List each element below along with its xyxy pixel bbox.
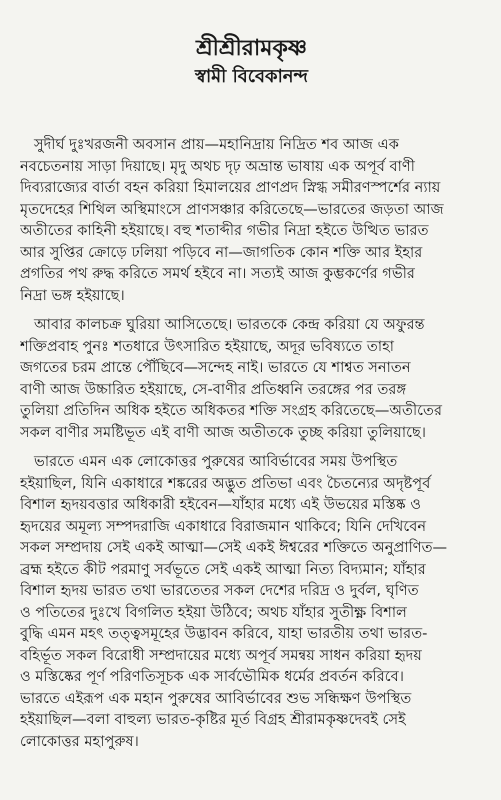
text-line: সকল সম্প্রদায় সেই একই আত্মা—সেই একই ঈশ্বরের শক্তিতে অনুপ্রাণিত— (20, 539, 448, 556)
text-line: জগতের চরম প্রান্তে পৌঁছিবে—সন্দেহ নাই। ভারতে যে শাশ্বত সনাতন (20, 359, 411, 376)
text-line: দিব্যরাজ্যের বার্তা বহন করিয়া হিমালয়ের প্রাণপ্রদ স্নিগ্ধ সমীরণস্পর্শের ন্যায় (20, 179, 441, 196)
text-line: নবচেতনায় সাড়া দিয়াছে। মৃদু অথচ দৃঢ় অভ্রান্ত ভাষায় এক অপূর্ব বাণী (20, 157, 415, 175)
text-line: বাণী আজ উচ্চারিত হইয়াছে, সে-বাণীর প্রতিধ্বনি তরঙ্গের পর তরঙ্গ (20, 380, 407, 398)
text-line: ব্রহ্ম হইতে কীট পরমাণু সর্বভূতে সেই একই আত্মা নিত্য বিদ্যমান; যাঁহার (20, 560, 426, 578)
text-line: নিদ্রা ভঙ্গ হইয়াছে। (20, 286, 125, 304)
paragraph (20, 134, 483, 306)
text-line: আর সুপ্তির ক্রোড়ে ঢলিয়া পড়িবে না—জাগতিক কোন শক্তি আর ইহার (20, 243, 423, 261)
text-line: ও মস্তিষ্কের পূর্ণ পরিণতিসূচক এক সার্বভৌমিক ধর্মের প্রবর্তন করিবে। (20, 668, 404, 685)
text-line: মৃতদেহের শিথিল অস্থিমাংসে প্রাণসঞ্চার করিতেছে—ভারতের জড়তা আজ (20, 200, 444, 218)
text-line: আবার কালচক্র ঘুরিয়া আসিতেছে। ভারতকে কেন্দ্র করিয়া যে অফুরন্ত (34, 316, 425, 333)
text-line: সকল বাণীর সমষ্টিভূত এই বাণী আজ অতীতকে তুচ্ছ করিয়া তুলিয়াছে। (20, 423, 427, 441)
text-line: সুদীর্ঘ দুঃখরজনী অবসান প্রায়—মহানিদ্রায় নিদ্রিত শব আজ এক (34, 136, 399, 153)
text-line: বিশাল হৃদয় ভারত তথা ভারতেতর সকল দেশের দরিদ্র ও দুর্বল, ঘৃণিত (20, 582, 419, 599)
text-line: হইয়াছিল, যিনি একাধারে শঙ্করের অদ্ভুত প্রতিভা এবং চৈতন্যের অদৃষ্টপূর্ব (20, 474, 431, 492)
page-title: শ্রীশ্রীরামকৃষ্ণ (196, 35, 307, 61)
text-line: শক্তিপ্রবাহ পুনঃ শতধারে উৎসারিত হইয়াছে, অদূর ভবিষ্যতে তাহা (20, 337, 394, 355)
paragraph (20, 314, 483, 443)
document-body (20, 134, 483, 752)
text-line: হৃদয়ের অমূল্য সম্পদরাজি একাধারে বিরাজমান থাকিবে; যিনি দেখিবেন (20, 517, 427, 535)
text-line: তুলিয়া প্রতিদিন অধিক হইতে অধিকতর শক্তি সংগ্রহ করিতেছে—অতীতের (20, 402, 442, 419)
text-line: ভারতে এমন এক লোকোত্তর পুরুষের আবির্ভাবের সময় উপস্থিত (34, 453, 398, 470)
author-name: স্বামী বিবেকানন্দ (194, 66, 308, 87)
text-line: বুদ্ধি এমন মহৎ তত্ত্বসমূহের উদ্ভাবন করিবে, যাহা ভারতীয় তথা ভারত- (20, 625, 428, 642)
text-line: প্রগতির পথ রুদ্ধ করিতে সমর্থ হইবে না। সত্যই আজ কুম্ভকর্ণের গভীর (20, 265, 415, 282)
text-line: লোকোত্তর মহাপুরুষ। (20, 732, 139, 750)
text-line: বহির্ভূত সকল বিরোধী সম্প্রদায়ের মধ্যে অপূর্ব সমন্বয় সাধন করিয়া হৃদয় (20, 646, 422, 664)
text-line: ও পতিতের দুঃখে বিগলিত হইয়া উঠিবে; অথচ যাঁহার সুতীক্ষ্ণ বিশাল (20, 603, 407, 621)
text-line: অতীতের কাহিনী হইয়াছে। বহু শতাব্দীর গভীর নিদ্রা হইতে উত্থিত ভারত (20, 222, 429, 239)
text-line: বিশাল হৃদয়বত্তার অধিকারী হইবেন—যাঁহার মধ্যে এই উভয়ের মস্তিষ্ক ও (20, 496, 421, 513)
text-line: হইয়াছিল—বলা বাহুল্য ভারত-কৃষ্টির মূর্ত বিগ্রহ শ্রীরামকৃষ্ণদেবই সেই (20, 711, 406, 728)
paragraph (20, 451, 483, 752)
text-line: ভারতে এইরূপ এক মহান পুরুষের আবির্ভাবের শুভ সন্ধিক্ষণ উপস্থিত (20, 689, 412, 707)
